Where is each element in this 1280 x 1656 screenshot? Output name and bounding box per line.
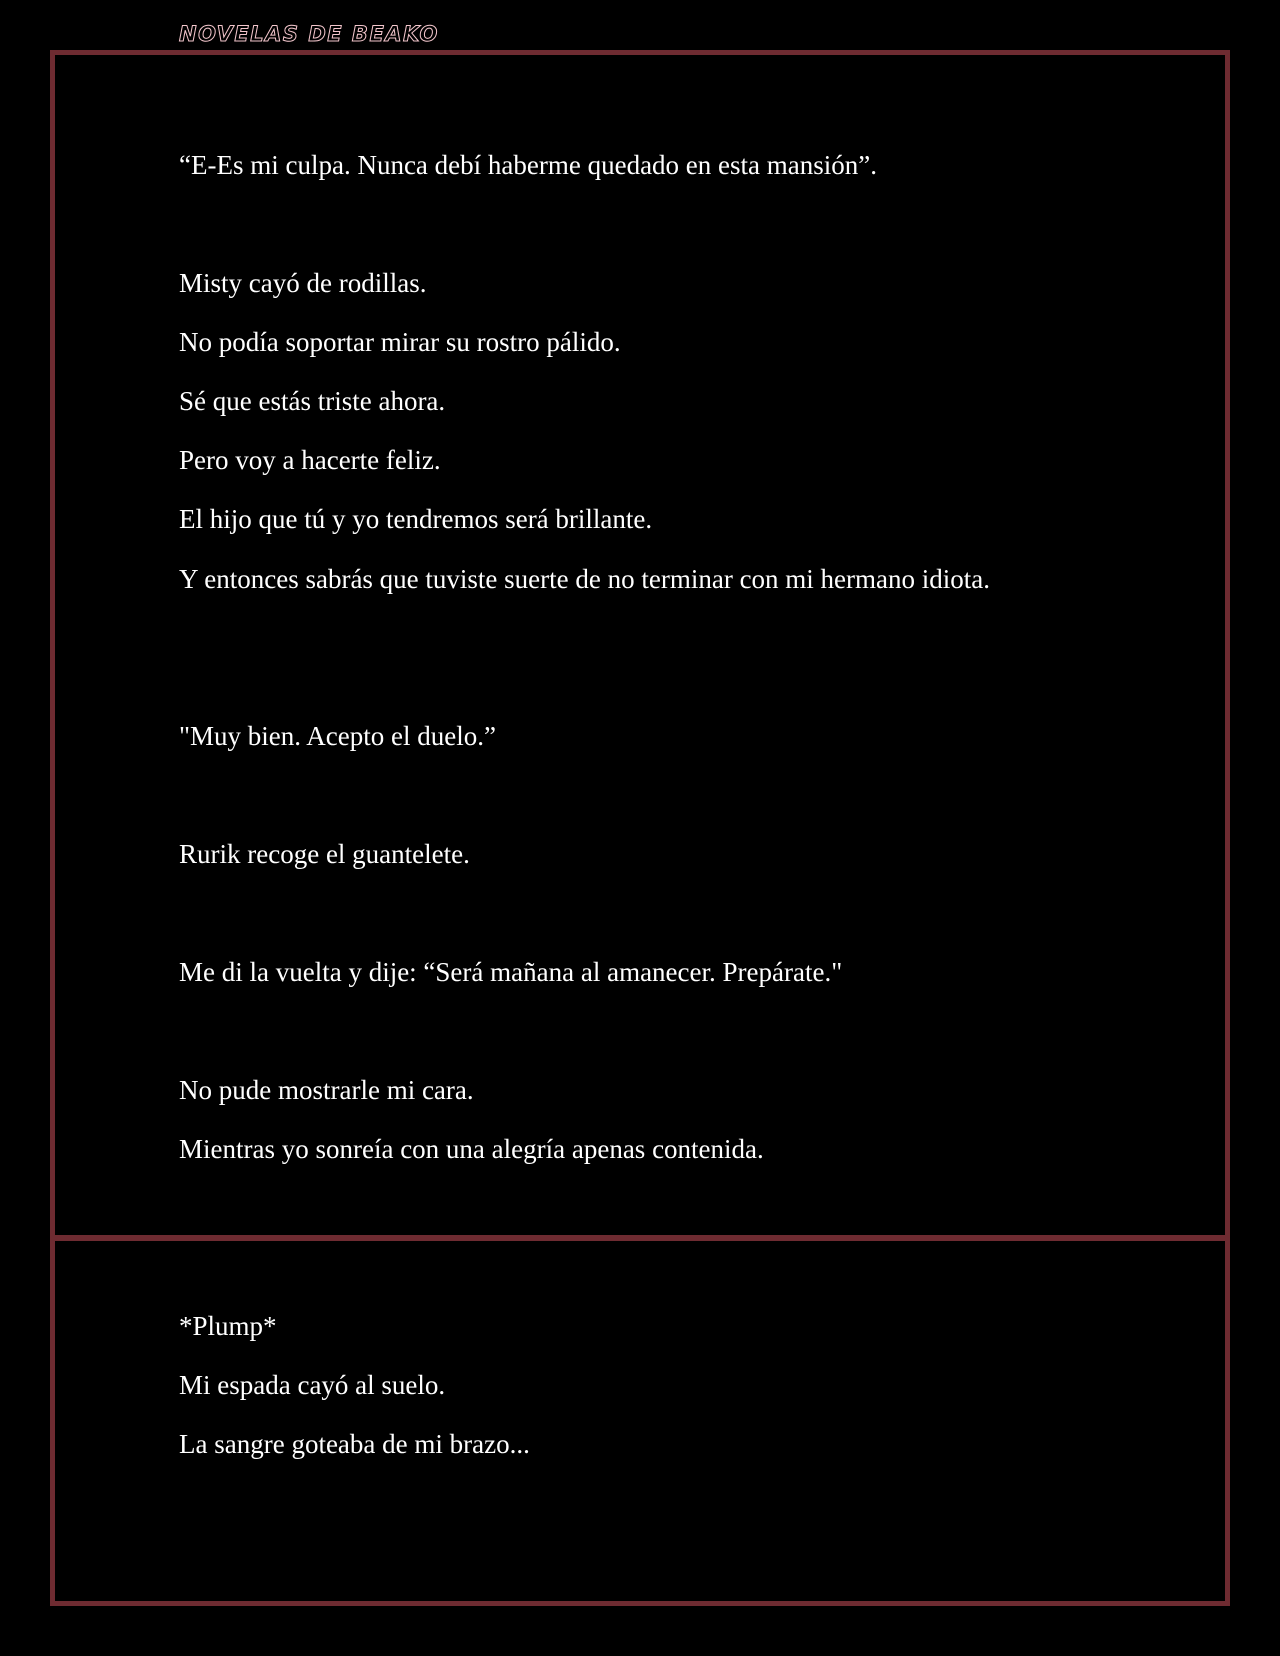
narration-line: Y entonces sabrás que tuviste suerte de no terminar con mi hermano idiota.	[179, 564, 991, 594]
comic-panel-1	[50, 50, 1230, 1240]
narration-line: Me di la vuelta y dije: “Será mañana al amanecer. Prepárate."	[179, 957, 843, 987]
narration-line: El hijo que tú y yo tendremos será brillante.	[179, 504, 653, 534]
narration-line: Sé que estás triste ahora.	[179, 386, 446, 416]
narration-line: Pero voy a hacerte feliz.	[179, 445, 441, 475]
narration-line: No podía soportar mirar su rostro pálido.	[179, 327, 621, 357]
narration-line: Misty cayó de rodillas.	[179, 268, 427, 298]
site-brand-watermark: NOVELAS DE BEAKO	[179, 22, 439, 46]
narration-line: Mi espada cayó al suelo.	[179, 1370, 446, 1400]
narration-line: No pude mostrarle mi cara.	[179, 1075, 474, 1105]
narration-line: Mientras yo sonreía con una alegría apenas contenida.	[179, 1134, 764, 1164]
narration-line: Rurik recoge el guantelete.	[179, 839, 470, 869]
sound-effect-line: *Plump*	[179, 1311, 277, 1341]
comic-panel-2	[50, 1236, 1230, 1606]
dialogue-line: “E-Es mi culpa. Nunca debí haberme quedado en esta mansión”.	[179, 150, 877, 180]
dialogue-line: "Muy bien. Acepto el duelo.”	[179, 721, 496, 751]
narration-line: La sangre goteaba de mi brazo...	[179, 1429, 530, 1459]
